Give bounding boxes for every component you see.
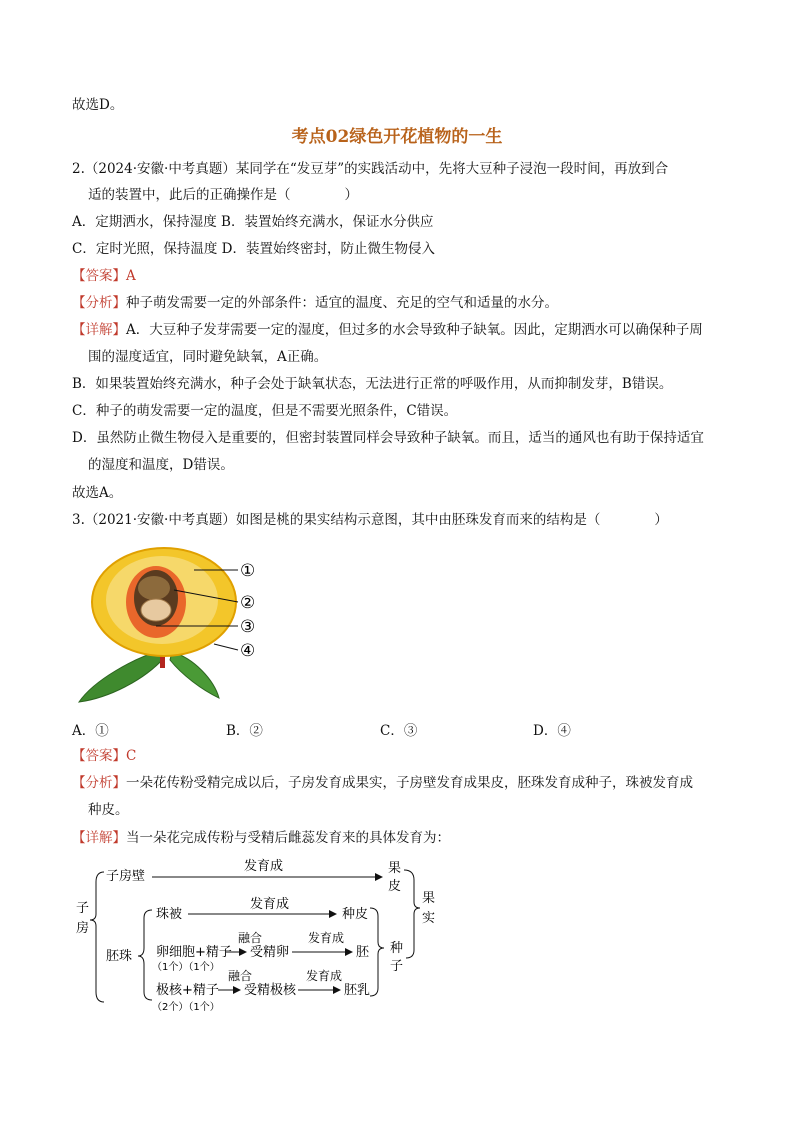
zhongzi-char-2: 子 [390, 959, 404, 974]
answer-tag: 【答案】 [72, 268, 126, 284]
q2-stem-line1: 2.（2024·安徽·中考真题）某同学在“发豆芽”的实践活动中，先将大豆种子浸泡一段时间，再放到合 [72, 161, 669, 177]
detail-tag: 【详解】 [72, 322, 126, 338]
jihe-label: 极核+精子 [156, 983, 219, 998]
shoujingjihe-label: 受精极核 [244, 983, 297, 998]
peach-leaf-left [79, 650, 164, 702]
peiru-label: 胚乳 [344, 983, 371, 998]
peizhu-brace [138, 910, 152, 1000]
leader-line-4 [214, 644, 238, 650]
analysis-tag: 【分析】 [72, 775, 126, 791]
pei-label: 胚 [356, 945, 370, 960]
ronghe-1: 融合 [238, 931, 263, 945]
fayucheng-1: 发育成 [244, 859, 284, 874]
zhongzi-brace [370, 908, 384, 996]
zifang-char-1: 子 [76, 901, 90, 916]
detail-tag: 【详解】 [72, 830, 126, 846]
figure-label-4: ④ [240, 641, 256, 661]
previous-answer-end: 故选D。 [72, 97, 124, 113]
q3-option-d: D．④ [533, 723, 571, 739]
q3-analysis-line1 [72, 773, 693, 793]
peach-seed [141, 599, 171, 621]
analysis-text: 种子萌发需要一定的外部条件：适宜的温度、充足的空气和适量的水分。 [126, 295, 558, 311]
section-title: 考点02绿色开花植物的一生 [291, 127, 503, 147]
guoshi-char-1: 果 [422, 891, 436, 906]
analysis-text: 一朵花传粉受精完成以后，子房发育成果实，子房壁发育成果皮，胚珠发育成种子，珠被发育成 [126, 775, 693, 791]
zhongzi-char-1: 种 [390, 941, 404, 956]
zhongpi-label: 种皮 [342, 907, 369, 922]
q2-answer [72, 266, 136, 286]
q2-final: 故选A。 [72, 485, 123, 501]
q3-option-a: A．① [72, 723, 109, 739]
development-diagram [70, 852, 450, 1022]
ronghe-2: 融合 [228, 969, 253, 983]
zifangbi-label: 子房壁 [106, 869, 146, 884]
answer-value: C [126, 748, 137, 764]
q2-detail-b: B．如果装置始终充满水，种子会处于缺氧状态，无法进行正常的呼吸作用，从而抑制发芽，B错误。 [72, 376, 673, 392]
q3-answer [72, 746, 136, 766]
answer-tag: 【答案】 [72, 748, 126, 764]
peach-structure-figure [74, 540, 274, 710]
shoujingluan-label: 受精卵 [250, 945, 290, 960]
zhubei-label: 珠被 [156, 907, 183, 922]
q2-detail-c: C．种子的萌发需要一定的温度，但是不需要光照条件，C错误。 [72, 403, 458, 419]
count-1: （1个）（1个） [152, 962, 220, 973]
fayucheng-4: 发育成 [306, 969, 343, 983]
guoshi-brace [404, 870, 420, 958]
peach-leaf-right [170, 652, 219, 698]
q3-option-b: B．② [226, 723, 263, 739]
q3-analysis-line2: 种皮。 [88, 802, 129, 818]
figure-label-1: ① [240, 561, 256, 581]
figure-label-2: ② [240, 593, 256, 613]
count-2: （2个）（1个） [152, 1002, 220, 1013]
q2-options-cd: C．定时光照，保持温度 D．装置始终密封，防止微生物侵入 [72, 241, 435, 257]
fayucheng-3: 发育成 [308, 931, 345, 945]
q3-option-c: C．③ [380, 723, 418, 739]
luanxibao-label: 卵细胞+精子 [156, 945, 232, 960]
q2-analysis [72, 293, 558, 313]
guopi-char-2: 皮 [388, 879, 402, 894]
q2-stem-line2: 适的装置中，此后的正确操作是（ ） [88, 187, 358, 203]
q2-detail-line1 [72, 320, 703, 340]
fayucheng-2: 发育成 [250, 897, 290, 912]
q3-stem: 3.（2021·安徽·中考真题）如图是桃的果实结构示意图，其中由胚珠发育而来的结构是（ ） [72, 512, 668, 528]
peach-pit-texture [138, 576, 170, 600]
analysis-tag: 【分析】 [72, 295, 126, 311]
figure-label-3: ③ [240, 617, 256, 637]
q3-detail [72, 828, 450, 848]
guopi-char-1: 果 [388, 861, 402, 876]
answer-value: A [126, 268, 136, 284]
zifang-char-2: 房 [76, 921, 90, 936]
q2-detail-line2: 围的湿度适宜，同时避免缺氧，A正确。 [88, 349, 328, 365]
zifang-brace [90, 872, 104, 1002]
q2-detail-d1: D．虽然防止微生物侵入是重要的，但密封装置同样会导致种子缺氧。而且，适当的通风也有助于保持适宜 [72, 430, 704, 446]
detail-text: A．大豆种子发芽需要一定的湿度，但过多的水会导致种子缺氧。因此，定期洒水可以确保种子周 [126, 322, 703, 338]
detail-text: 当一朵花完成传粉与受精后雌蕊发育来的具体发育为： [126, 830, 450, 846]
q2-options-ab: A．定期洒水，保持湿度 B．装置始终充满水，保证水分供应 [72, 214, 434, 230]
peizhu-label: 胚珠 [106, 949, 133, 964]
q2-detail-d2: 的湿度和温度，D错误。 [88, 457, 234, 473]
guoshi-char-2: 实 [422, 911, 436, 926]
